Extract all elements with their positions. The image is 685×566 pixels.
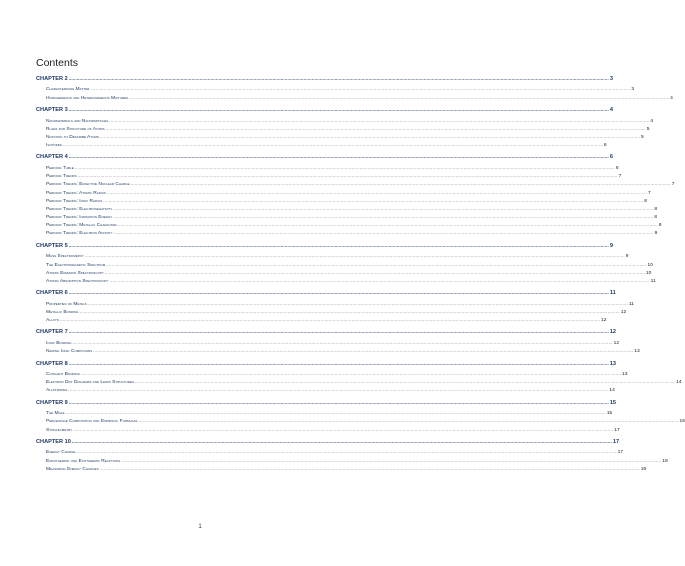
toc-chapter-entry-title: CHAPTER 7 (36, 329, 68, 336)
toc-section-entry-page: 11 (650, 278, 656, 284)
toc-section-entry[interactable] (46, 117, 654, 125)
toc-section-entry-title: Metallic Bonding (46, 309, 79, 315)
toc-section-entry-title: Periodic Trends (46, 174, 77, 180)
toc-section-entry[interactable] (46, 316, 607, 324)
dot-leader: ................................................................................................................................................................................................................................................................................................................................................................................................................ (68, 107, 609, 113)
toc-section-entry[interactable] (46, 386, 615, 394)
toc-heading: Contents (36, 57, 79, 69)
dot-leader: ................................................................................................................................................................................................................................................................................................................................................................................................................ (106, 261, 647, 267)
dot-leader: ................................................................................................................................................................................................................................................................................................................................................................................................................ (68, 290, 609, 296)
toc-chapter-entry[interactable] (36, 152, 613, 161)
toc-section-entry[interactable] (46, 94, 673, 102)
toc-chapter-entry-title: CHAPTER 9 (36, 399, 68, 406)
toc-section-entry-page: 4 (650, 118, 654, 124)
dot-leader: ................................................................................................................................................................................................................................................................................................................................................................................................................ (62, 142, 603, 148)
toc-chapter-entry[interactable] (36, 327, 617, 336)
toc-section-entry-page: 10 (647, 262, 653, 268)
toc-section-entry-page: 9 (658, 223, 662, 229)
toc-section-entry[interactable] (46, 347, 640, 355)
dot-leader: ................................................................................................................................................................................................................................................................................................................................................................................................................ (73, 426, 614, 432)
dot-leader: ................................................................................................................................................................................................................................................................................................................................................................................................................ (68, 76, 609, 81)
dot-leader: ................................................................................................................................................................................................................................................................................................................................................................................................................ (113, 230, 654, 236)
toc-chapter-entry[interactable] (36, 437, 620, 446)
toc-section-entry-title: Allotropes (46, 388, 68, 394)
toc-section-entry[interactable] (46, 300, 634, 308)
dot-leader: ................................................................................................................................................................................................................................................................................................................................................................................................................ (68, 360, 609, 366)
toc-section-entry[interactable] (46, 229, 658, 237)
dot-leader: ................................................................................................................................................................................................................................................................................................................................................................................................................ (68, 154, 609, 160)
toc-section-entry-page: 10 (645, 270, 652, 276)
toc-section-entry-title: Stoichiometry (46, 427, 73, 433)
dot-leader: ................................................................................................................................................................................................................................................................................................................................................................................................................ (84, 253, 625, 259)
dot-leader: ................................................................................................................................................................................................................................................................................................................................................................................................................ (99, 133, 641, 139)
toc-list (36, 74, 685, 473)
toc-section-entry[interactable] (46, 252, 629, 260)
toc-section-entry-page: 8 (644, 198, 648, 204)
toc-section-entry-page: 17 (614, 427, 620, 433)
toc-section-entry[interactable] (46, 180, 675, 188)
toc-section-entry-title: Nanomaterials and Nanoparticles (46, 118, 109, 124)
toc-section-entry[interactable] (46, 205, 658, 213)
toc-section-entry[interactable] (46, 269, 652, 277)
toc-section-entry[interactable] (46, 457, 668, 465)
toc-chapter-entry[interactable] (36, 288, 616, 297)
toc-section-entry-page: 15 (606, 411, 613, 417)
toc-section-entry-page: 5 (646, 126, 650, 132)
toc-section-entry[interactable] (46, 221, 662, 229)
dot-leader: ................................................................................................................................................................................................................................................................................................................................................................................................................ (71, 439, 612, 444)
toc-chapter-entry-page: 11 (609, 290, 616, 297)
toc-section-entry-page: 12 (601, 318, 607, 324)
toc-chapter-entry-page: 17 (612, 439, 620, 445)
toc-section-entry-page: 9 (654, 231, 658, 237)
dot-leader: ................................................................................................................................................................................................................................................................................................................................................................................................................ (121, 457, 662, 463)
toc-chapter-entry-title: CHAPTER 5 (36, 242, 68, 249)
toc-chapter-entry[interactable] (36, 241, 613, 250)
dot-leader: ................................................................................................................................................................................................................................................................................................................................................................................................................ (65, 410, 606, 416)
dot-leader: ................................................................................................................................................................................................................................................................................................................................................................................................................ (105, 125, 646, 131)
toc-section-entry-page: 7 (671, 182, 675, 188)
toc-section-entry-title: Percentage Composition and Empirical Formulas (46, 419, 138, 425)
toc-chapter-entry[interactable] (36, 359, 617, 368)
toc-section-entry-page: 12 (613, 340, 620, 346)
toc-section-entry-page: 9 (625, 254, 629, 260)
toc-section-entry[interactable] (46, 409, 613, 417)
toc-section-entry-page: 11 (628, 301, 634, 307)
toc-section-entry[interactable] (46, 426, 620, 434)
toc-section-entry-title: Ionic Bonding (46, 340, 72, 346)
toc-section-entry-page: 8 (654, 206, 658, 212)
toc-chapter-entry-title: CHAPTER 8 (36, 360, 68, 367)
toc-section-entry[interactable] (46, 125, 650, 133)
toc-section-entry[interactable] (46, 339, 620, 347)
toc-section-entry-page: 13 (622, 372, 628, 378)
toc-section-entry[interactable] (46, 308, 627, 316)
toc-section-entry-title: Measuring Energy Changes (46, 466, 99, 472)
toc-section-entry-title: Naming Ionic Compounds (46, 349, 93, 355)
dot-leader: ................................................................................................................................................................................................................................................................................................................................................................................................................ (68, 399, 609, 405)
toc-section-entry[interactable] (46, 164, 619, 172)
toc-section-entry-page: 7 (618, 174, 622, 180)
toc-section-entry[interactable] (46, 197, 648, 205)
dot-leader: ................................................................................................................................................................................................................................................................................................................................................................................................................ (138, 418, 679, 424)
dot-leader: ................................................................................................................................................................................................................................................................................................................................................................................................................ (129, 94, 670, 100)
toc-section-entry-title: Alloys (46, 318, 59, 324)
dot-leader: ................................................................................................................................................................................................................................................................................................................................................................................................................ (93, 348, 634, 354)
dot-leader: ................................................................................................................................................................................................................................................................................................................................................................................................................ (79, 308, 620, 314)
toc-section-entry-title: Characterising Matter (46, 87, 90, 93)
toc-section-entry-page: 6 (603, 143, 607, 149)
dot-leader: ................................................................................................................................................................................................................................................................................................................................................................................................................ (106, 189, 648, 195)
toc-chapter-entry[interactable] (36, 105, 613, 114)
toc-section-entry[interactable] (46, 85, 635, 93)
dot-leader: ................................................................................................................................................................................................................................................................................................................................................................................................................ (72, 339, 613, 345)
toc-section-entry[interactable] (46, 213, 658, 221)
toc-section-entry[interactable] (46, 261, 653, 269)
toc-chapter-entry-page: 13 (609, 360, 617, 367)
dot-leader: ................................................................................................................................................................................................................................................................................................................................................................................................................ (77, 173, 618, 179)
dot-leader: ................................................................................................................................................................................................................................................................................................................................................................................................................ (130, 181, 671, 187)
toc-chapter-entry-title: CHAPTER 3 (36, 107, 68, 114)
toc-section-entry-title: Covalent Bonding (46, 372, 80, 378)
toc-section-entry-page: 18 (662, 458, 668, 464)
toc-section-entry[interactable] (46, 465, 647, 473)
dot-leader: ................................................................................................................................................................................................................................................................................................................................................................................................................ (103, 197, 644, 203)
toc-section-entry-title: Periodic Trends: Metallic Character (46, 223, 117, 229)
dot-leader: ................................................................................................................................................................................................................................................................................................................................................................................................................ (90, 86, 631, 92)
toc-chapter-entry-page: 6 (609, 154, 613, 161)
dot-leader: ................................................................................................................................................................................................................................................................................................................................................................................................................ (68, 329, 609, 335)
toc-section-entry-title: Endothermic and Exothermic Reactions (46, 458, 121, 464)
toc-section-entry[interactable] (46, 189, 651, 197)
toc-chapter-entry-title: CHAPTER 4 (36, 154, 68, 161)
dot-leader: ................................................................................................................................................................................................................................................................................................................................................................................................................ (104, 269, 645, 275)
toc-section-entry[interactable] (46, 370, 628, 378)
dot-leader: ................................................................................................................................................................................................................................................................................................................................................................................................................ (109, 117, 650, 123)
dot-leader: ................................................................................................................................................................................................................................................................................................................................................................................................................ (80, 371, 622, 377)
toc-section-entry-title: Periodic Table (46, 165, 74, 171)
toc-section-entry-page: 19 (640, 466, 647, 472)
toc-chapter-entry-page: 12 (609, 329, 617, 336)
toc-section-entry-title: Periodic Trends: Electronegativity (46, 206, 113, 212)
toc-section-entry-page: 4 (670, 95, 673, 101)
toc-section-entry[interactable] (46, 141, 607, 149)
toc-section-entry-page: 17 (617, 450, 624, 456)
toc-section-entry-title: Properties of Metals (46, 301, 87, 307)
toc-chapter-entry-title: CHAPTER 10 (36, 439, 71, 445)
toc-section-entry-title: Mass Spectrometry (46, 254, 84, 260)
toc-section-entry-page: 14 (676, 380, 682, 386)
dot-leader: ................................................................................................................................................................................................................................................................................................................................................................................................................ (134, 379, 676, 385)
toc-section-entry[interactable] (46, 378, 682, 386)
toc-chapter-entry[interactable] (36, 398, 617, 407)
toc-chapter-entry-page: 15 (609, 399, 617, 406)
toc-section-entry-title: Isotopes (46, 143, 62, 149)
toc-section-entry-page: 5 (641, 134, 644, 140)
toc-chapter-entry-title: CHAPTER 6 (36, 290, 68, 297)
toc-section-entry-page: 13 (634, 349, 640, 355)
toc-section-entry-title: Atomic Emission Spectroscopy (46, 270, 104, 276)
toc-section-entry-title: Periodic Trends: Effective Nuclear Charge (46, 182, 130, 188)
dot-leader: ................................................................................................................................................................................................................................................................................................................................................................................................................ (59, 317, 601, 323)
toc-section-entry-title: Periodic Trends: Electron Affinity (46, 231, 113, 237)
toc-section-entry-page: 3 (631, 87, 635, 93)
dot-leader: ................................................................................................................................................................................................................................................................................................................................................................................................................ (87, 300, 628, 306)
toc-chapter-entry-page: 3 (609, 76, 613, 82)
toc-chapter-entry-page: 9 (609, 242, 613, 249)
toc-section-entry[interactable] (46, 417, 685, 425)
toc-section-entry-title: Notation to Describe Atoms (46, 134, 99, 140)
dot-leader: ................................................................................................................................................................................................................................................................................................................................................................................................................ (109, 277, 650, 283)
dot-leader: ................................................................................................................................................................................................................................................................................................................................................................................................................ (68, 387, 609, 393)
toc-section-entry-title: Electron Dot Diagrams and Lewis Structures (46, 380, 134, 386)
toc-section-entry-title: Rules for Structure of Atoms (46, 126, 105, 132)
toc-section-entry-title: The Mole (46, 411, 65, 417)
toc-section-entry-title: Atomic Absorption Spectroscopy (46, 278, 109, 284)
toc-section-entry-title: Homogeneous and Heterogeneous Mixtures (46, 95, 129, 101)
toc-section-entry-page: 7 (648, 190, 651, 196)
toc-section-entry[interactable] (46, 448, 624, 456)
toc-section-entry[interactable] (46, 277, 656, 285)
toc-section-entry-title: The Electromagnetic Spectrum (46, 262, 106, 268)
toc-section-entry-page: 14 (609, 388, 615, 394)
toc-section-entry-page: 8 (654, 215, 658, 221)
dot-leader: ................................................................................................................................................................................................................................................................................................................................................................................................................ (113, 205, 654, 211)
toc-section-entry-page: 6 (615, 165, 619, 171)
dot-leader: ................................................................................................................................................................................................................................................................................................................................................................................................................ (117, 222, 658, 228)
toc-section-entry-page: 12 (620, 309, 627, 315)
dot-leader: ................................................................................................................................................................................................................................................................................................................................................................................................................ (113, 214, 654, 220)
toc-section-entry-page: 16 (679, 419, 685, 425)
toc-section-entry[interactable] (46, 133, 644, 141)
toc-section-entry-title: Periodic Trends: Ionic Radius (46, 198, 103, 204)
toc-chapter-entry-title: CHAPTER 2 (36, 76, 68, 82)
toc-section-entry-title: Periodic Trends: Ionisation Energy (46, 215, 113, 221)
dot-leader: ................................................................................................................................................................................................................................................................................................................................................................................................................ (74, 164, 615, 170)
page-number: 1 (198, 524, 202, 530)
toc-chapter-entry[interactable] (36, 74, 613, 83)
toc-section-entry-title: Energy Change (46, 450, 76, 456)
dot-leader: ................................................................................................................................................................................................................................................................................................................................................................................................................ (99, 465, 640, 471)
toc-section-entry-title: Periodic Trends: Atomic Radius (46, 190, 106, 196)
toc-chapter-entry-page: 4 (609, 107, 613, 114)
dot-leader: ................................................................................................................................................................................................................................................................................................................................................................................................................ (76, 449, 617, 455)
dot-leader: ................................................................................................................................................................................................................................................................................................................................................................................................................ (68, 242, 609, 248)
toc-section-entry[interactable] (46, 172, 622, 180)
